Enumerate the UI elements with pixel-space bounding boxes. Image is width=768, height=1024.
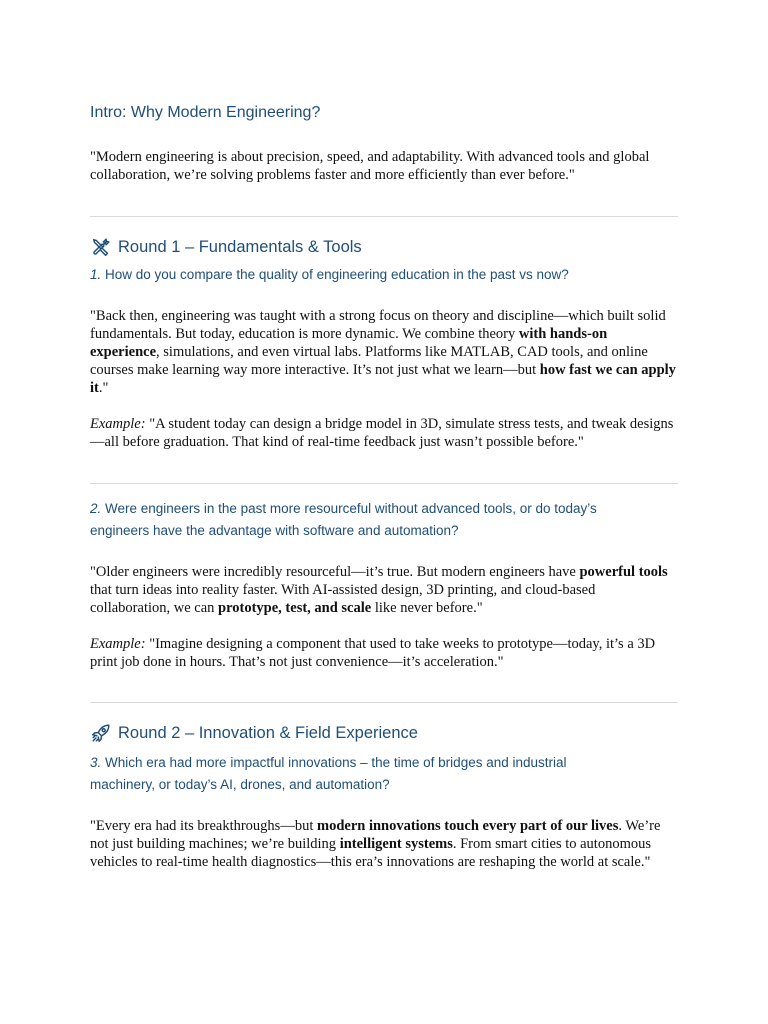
question-number: 3. <box>90 755 102 770</box>
question-text: Were engineers in the past more resourceful without advanced tools, or do today’s engineers have the advantage with software and automation? <box>90 501 597 538</box>
example-1: Example: "A student today can design a bridge model in 3D, simulate stress tests, and tweak designs—all before graduation. That kind of real-time feedback just wasn’t possible before." <box>90 416 674 450</box>
answer-3: "Every era had its breakthroughs—but modern innovations touch every part of our lives. We’re not just building machines; we’re building intelligent systems. From smart cities to autonomous vehicles to real-time health diagnostics—this era’s innovations are reshaping the world at scale." <box>90 818 661 870</box>
question-2 <box>90 498 650 542</box>
example-2: Example: "Imagine designing a component that used to take weeks to prototype—today, it’s a 3D print job done in hours. That’s not just convenience—it’s acceleration." <box>90 636 656 670</box>
round1-title <box>90 236 362 258</box>
divider <box>90 216 678 217</box>
question-text: How do you compare the quality of engineering education in the past vs now? <box>101 267 569 282</box>
round1-title-text: Round 1 – Fundamentals & Tools <box>118 237 362 256</box>
question-1 <box>90 264 678 286</box>
question-number: 2. <box>90 501 102 516</box>
answer-2: "Older engineers were incredibly resourceful—it’s true. But modern engineers have powerful tools that turn ideas into reality faster. With AI-assisted design, 3D printing, and cloud-based collaboration, we can prototype, test, and scale like never before." <box>90 564 668 616</box>
round2-title <box>90 722 418 744</box>
question-number: 1. <box>90 267 102 282</box>
divider <box>90 483 678 484</box>
answer-1: "Back then, engineering was taught with a strong focus on theory and discipline—which built solid fundamentals. But today, education is more dynamic. We combine theory with hands-on experience, simulations, and even virtual labs. Platforms like MATLAB, CAD tools, and online courses make learning way more interactive. It’s not just what we learn—but how fast we can apply it." <box>90 308 676 396</box>
round2-title-text: Round 2 – Innovation & Field Experience <box>118 723 418 742</box>
question-text: Which era had more impactful innovations – the time of bridges and industrial machinery, or today’s AI, drones, and automation? <box>90 755 567 792</box>
intro-title: Intro: Why Modern Engineering? <box>90 104 321 121</box>
question-3 <box>90 752 630 796</box>
intro-quote: "Modern engineering is about precision, speed, and adaptability. With advanced tools and global collaboration, we’re solving problems faster and more efficiently than ever before." <box>90 149 650 183</box>
tools-icon <box>90 236 112 258</box>
divider <box>90 702 678 703</box>
rocket-icon <box>90 722 112 744</box>
